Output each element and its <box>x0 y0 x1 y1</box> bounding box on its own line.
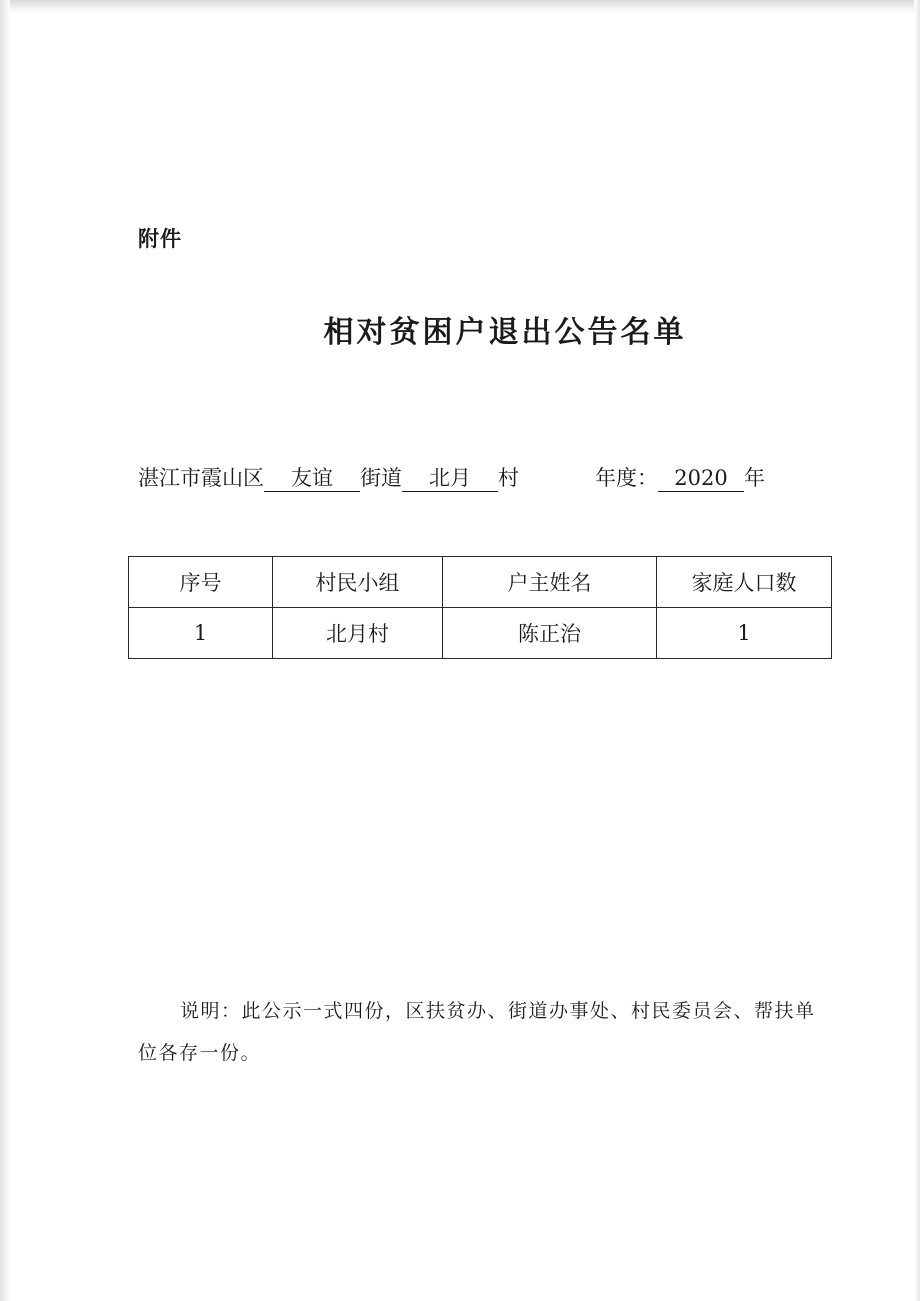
village-suffix: 村 <box>498 466 519 490</box>
cell-serial-number: 1 <box>129 608 273 659</box>
header-householder-name: 户主姓名 <box>443 557 657 608</box>
header-serial-number: 序号 <box>129 557 273 608</box>
explanatory-note: 说明：此公示一式四份，区扶贫办、街道办事处、村民委员会、帮扶单位各存一份。 <box>138 1000 816 1064</box>
year-suffix: 年 <box>744 466 765 490</box>
location-line <box>138 462 765 492</box>
scan-edge-top <box>0 0 920 14</box>
cell-household-size: 1 <box>657 608 832 659</box>
year-field: 2020 <box>658 465 744 492</box>
cell-village-group: 北月村 <box>273 608 443 659</box>
cell-householder-name: 陈正治 <box>443 608 657 659</box>
street-field: 友谊 <box>264 465 360 492</box>
year-label: 年度： <box>595 466 658 490</box>
table-row <box>129 608 832 659</box>
city-district: 湛江市霞山区 <box>138 466 264 490</box>
street-suffix: 街道 <box>360 466 402 490</box>
exit-list-table <box>128 556 832 659</box>
header-village-group: 村民小组 <box>273 557 443 608</box>
table-header-row <box>129 557 832 608</box>
document-title: 相对贫困户退出公告名单 <box>323 315 687 350</box>
attachment-label: 附件 <box>138 227 182 251</box>
village-field: 北月 <box>402 465 498 492</box>
header-household-size: 家庭人口数 <box>657 557 832 608</box>
scan-edge-left <box>0 0 10 1301</box>
scan-edge-right <box>914 0 920 1301</box>
